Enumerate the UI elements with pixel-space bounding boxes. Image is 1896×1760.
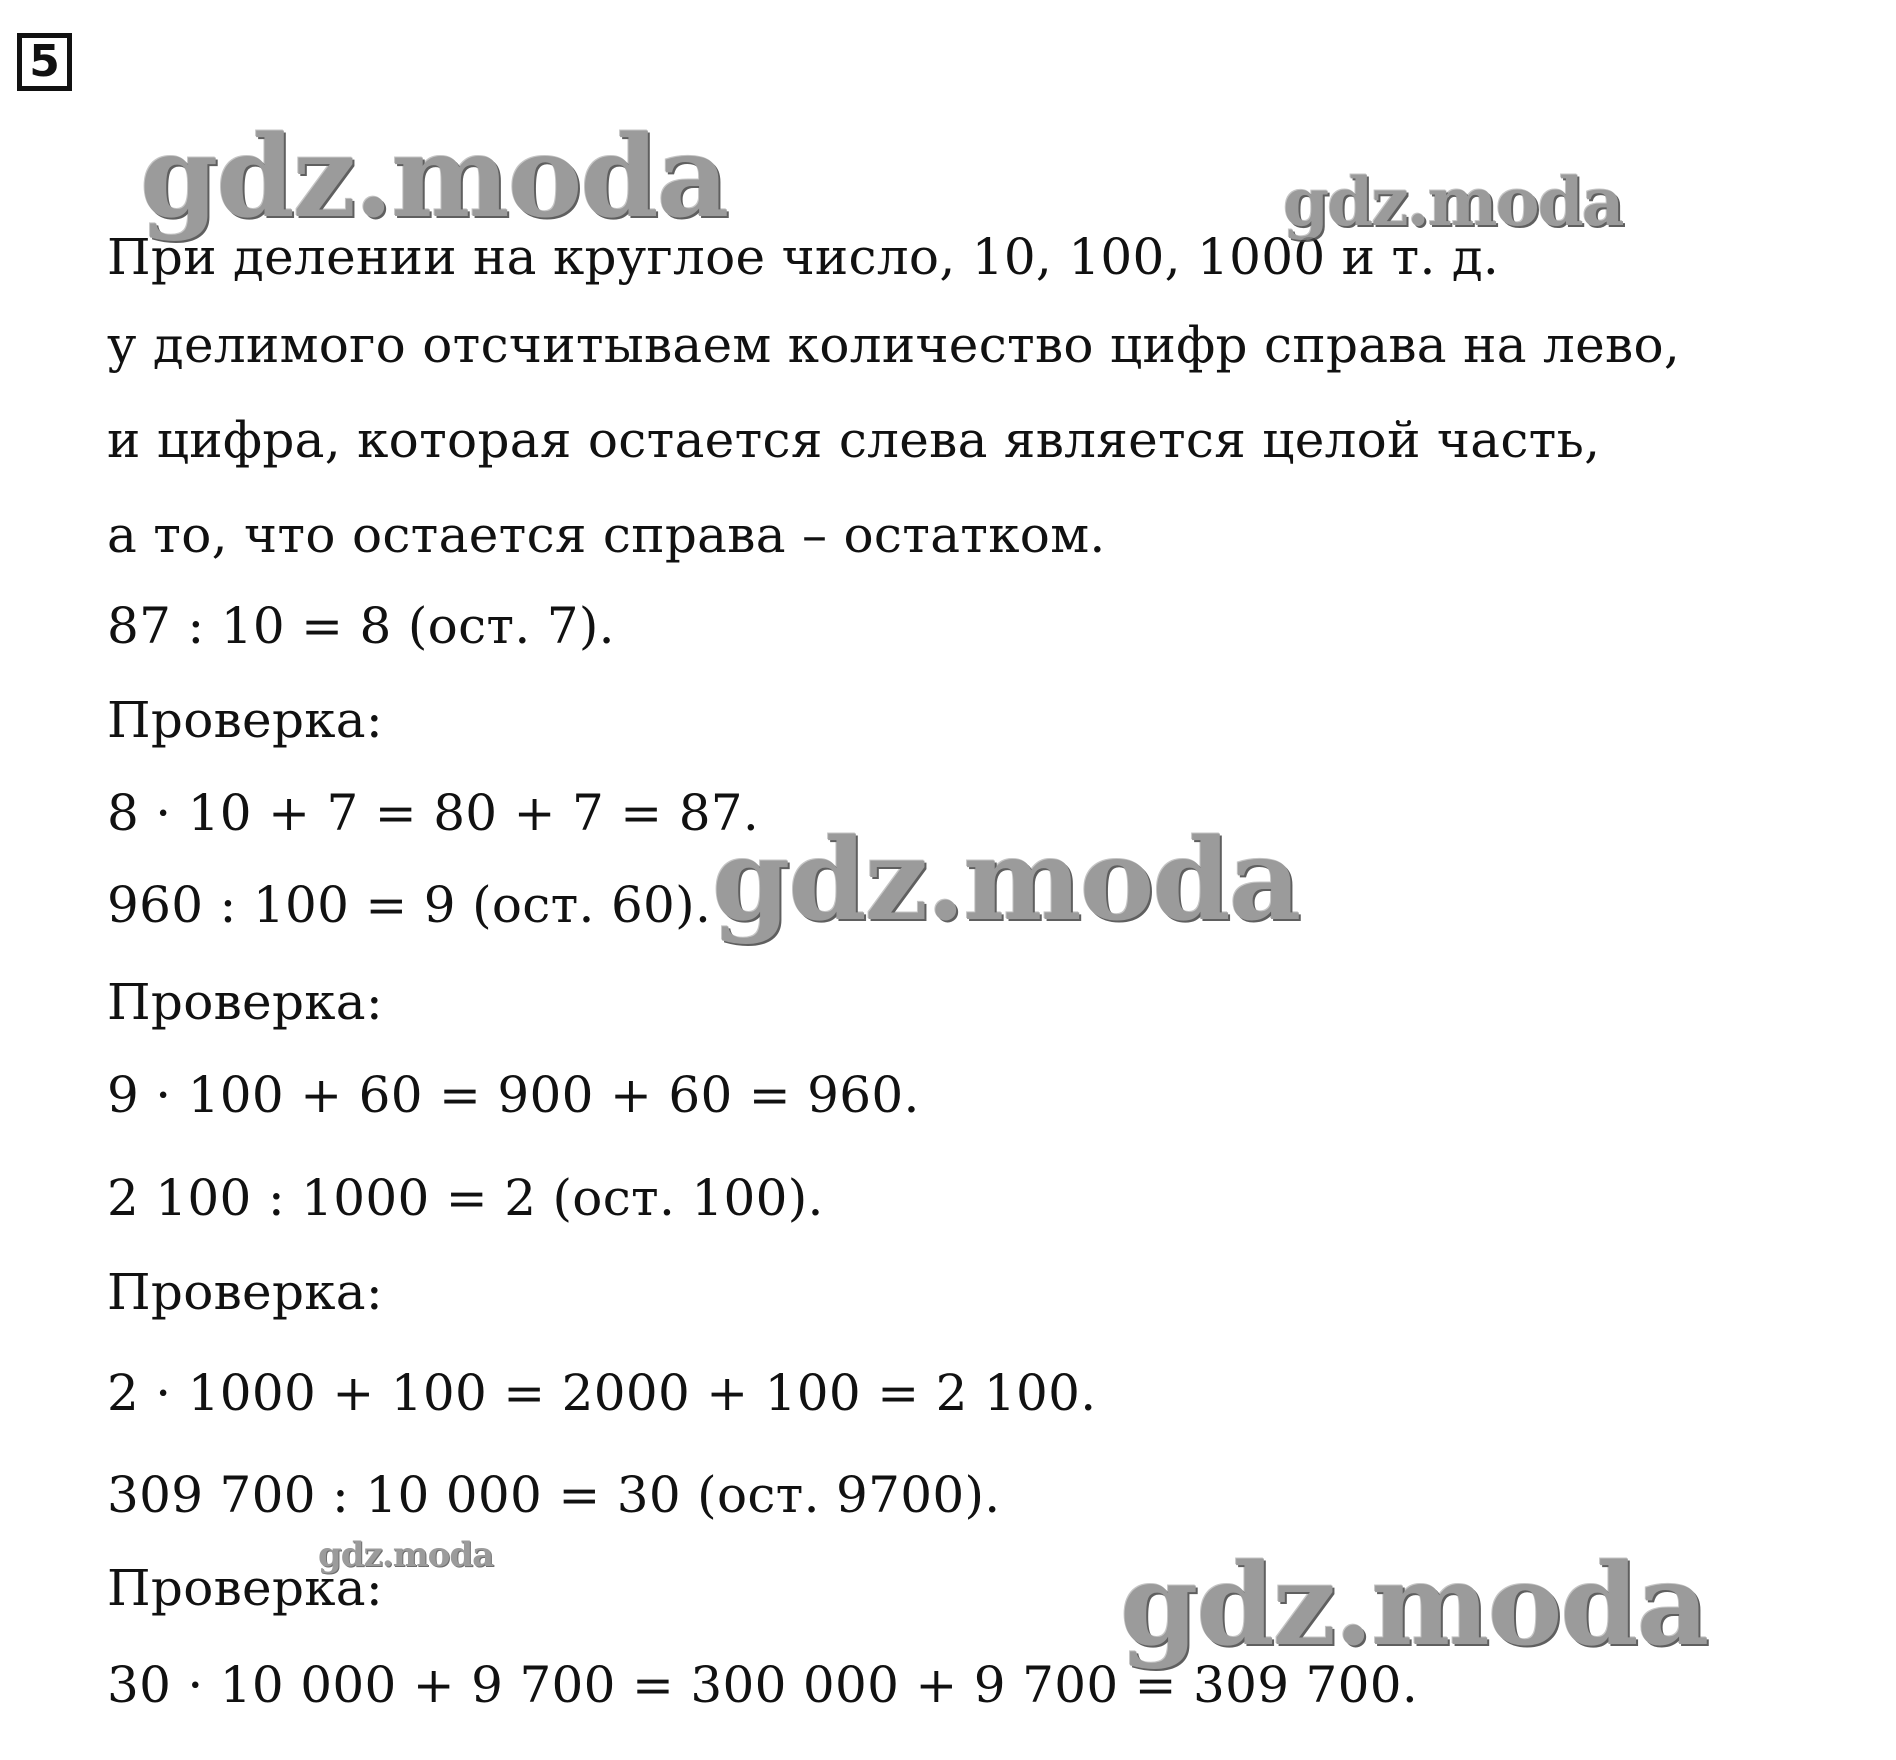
task-number-badge: 5 (17, 33, 72, 91)
watermark-center: gdz.moda (712, 815, 1300, 946)
watermark-top-left: gdz.moda (140, 112, 728, 243)
text-line-3: и цифра, которая остается слева является целой часть, (107, 411, 1601, 469)
equation-line-3: 2 100 : 1000 = 2 (ост. 100). (107, 1169, 824, 1227)
equation-line-1: 87 : 10 = 8 (ост. 7). (107, 597, 615, 655)
watermark-bottom-right: gdz.moda (1120, 1540, 1708, 1671)
text-line-1: При делении на круглое число, 10, 100, 1000 и т. д. (107, 228, 1500, 286)
check-label-1: Проверка: (107, 691, 384, 749)
check-line-1: 8 · 10 + 7 = 80 + 7 = 87. (107, 784, 760, 842)
check-label-3: Проверка: (107, 1263, 384, 1321)
check-label-2: Проверка: (107, 973, 384, 1031)
equation-line-4: 309 700 : 10 000 = 30 (ост. 9700). (107, 1466, 1001, 1524)
watermark-top-right: gdz.moda (1283, 163, 1623, 241)
text-line-2: у делимого отсчитываем количество цифр справа на лево, (107, 316, 1681, 374)
check-label-4: Проверка: (107, 1559, 384, 1617)
watermark-small: gdz.moda (318, 1535, 494, 1575)
equation-line-2: 960 : 100 = 9 (ост. 60). (107, 876, 712, 934)
text-line-4: а то, что остается справа – остатком. (107, 506, 1106, 564)
check-line-2: 9 · 100 + 60 = 900 + 60 = 960. (107, 1066, 920, 1124)
check-line-4: 30 · 10 000 + 9 700 = 300 000 + 9 700 = 309 700. (107, 1656, 1419, 1714)
check-line-3: 2 · 1000 + 100 = 2000 + 100 = 2 100. (107, 1364, 1097, 1422)
